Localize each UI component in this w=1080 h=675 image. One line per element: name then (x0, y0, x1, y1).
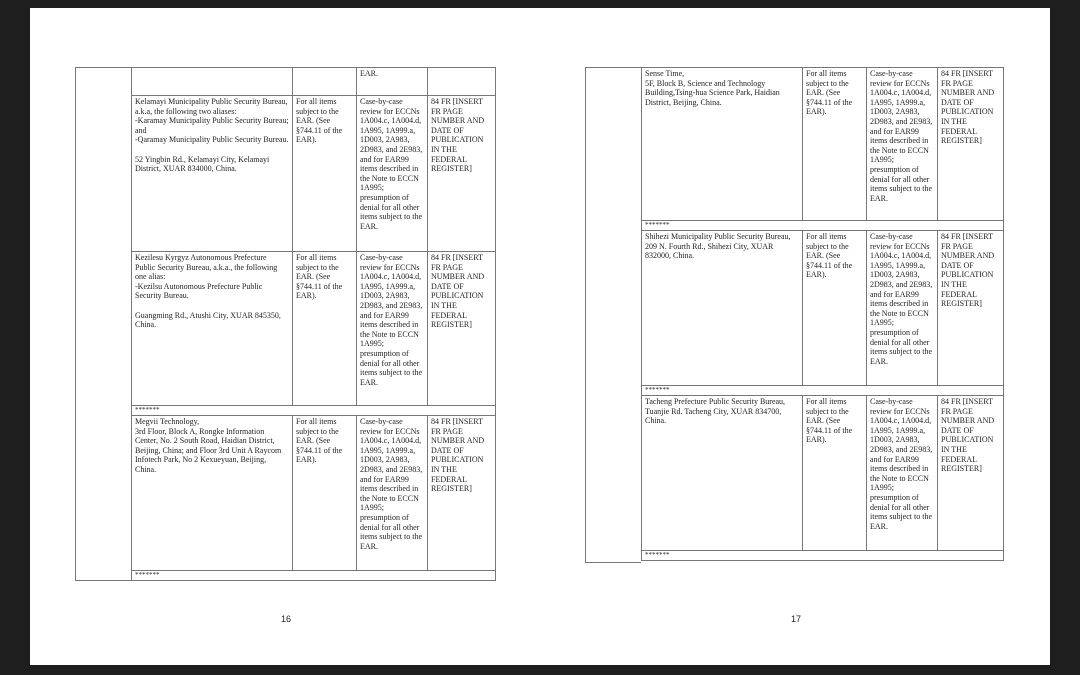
policy-cell: Case-by-case review for ECCNs 1A004.c, 1A004.d, 1A995, 1A999.a, 1D003, 2A983, 2D983, and 2E983, and for EAR99 items described in the Note to ECCN 1A995; presumption of denial for all other items subject to the EAR. (867, 396, 938, 551)
page-number: 16 (281, 614, 292, 624)
table-row (642, 396, 1004, 551)
entity-list-table (641, 67, 1004, 561)
entity-name-cell: Megvii Technology, 3rd Floor, Block A, Rongke Information Center, No. 2 South Road, Haidian District, Beijing, China; and Floor 3rd Unit A Raycom Infotech Park, No 2 Kexueyuan, Beijing, China. (132, 416, 293, 571)
separator: ******* (132, 571, 496, 581)
separator-row (132, 571, 496, 581)
table-row (132, 96, 496, 252)
policy-cell: Case-by-case review for ECCNs 1A004.c, 1A004.d, 1A995, 1A999.a, 1D003, 2A983, 2D983, and 2E983, and for EAR99 items described in the Note to ECCN 1A995; presumption of denial for all other items subject to the EAR. (867, 68, 938, 221)
citation-cell: 84 FR [INSERT FR PAGE NUMBER AND DATE OF PUBLICATION IN THE FEDERAL REGISTER] (938, 396, 1004, 551)
citation-cell: 84 FR [INSERT FR PAGE NUMBER AND DATE OF PUBLICATION IN THE FEDERAL REGISTER] (428, 96, 496, 252)
license-cell: For all items subject to the EAR. (See §744.11 of the EAR). (293, 416, 357, 571)
page-number: 17 (791, 614, 802, 624)
table-row (132, 252, 496, 406)
license-cell: For all items subject to the EAR. (See §744.11 of the EAR). (803, 396, 867, 551)
entity-name-cell: Sense Time, 5F, Block B, Science and Technology Building,Tsing-hua Science Park, Haidian District, Beijing, China. (642, 68, 803, 221)
policy-cell: EAR. (357, 68, 428, 96)
page-16 (30, 8, 540, 665)
separator-row (642, 386, 1004, 396)
table-row (132, 68, 496, 96)
separator-row (132, 406, 496, 416)
table-row (132, 416, 496, 571)
country-column (75, 67, 131, 581)
separator: ******* (132, 406, 496, 416)
citation-cell: 84 FR [INSERT FR PAGE NUMBER AND DATE OF PUBLICATION IN THE FEDERAL REGISTER] (428, 252, 496, 406)
separator: ******* (642, 551, 1004, 561)
page-17 (540, 8, 1050, 665)
license-cell: For all items subject to the EAR. (See §744.11 of the EAR). (803, 68, 867, 221)
license-cell: For all items subject to the EAR. (See §744.11 of the EAR). (803, 231, 867, 386)
entity-name-cell: Tacheng Prefecture Public Security Bureau, Tuanjie Rd. Tacheng City, XUAR 834700, China. (642, 396, 803, 551)
citation-cell: 84 FR [INSERT FR PAGE NUMBER AND DATE OF PUBLICATION IN THE FEDERAL REGISTER] (938, 231, 1004, 386)
separator-row (642, 221, 1004, 231)
separator: ******* (642, 386, 1004, 396)
entity-name-cell: Kelamayi Municipality Public Security Bureau, a.k.a, the following two aliases: -Karamay Municipality Public Security Bureau; and -Qaramay Municipality Public Security Bureau. 52 Yingbin Rd., Kelamayi City, Kelamayi District, XUAR 834000, China. (132, 96, 293, 252)
entity-list-table (131, 67, 496, 581)
separator-row (642, 551, 1004, 561)
separator: ******* (642, 221, 1004, 231)
entity-name-cell: Kezilesu Kyrgyz Autonomous Prefecture Public Security Bureau, a.k.a., the following one alias: -Kezilsu Autonomous Prefecture Public Security Bureau. Guangming Rd., Atushi City, XUAR 845350, China. (132, 252, 293, 406)
license-cell: For all items subject to the EAR. (See §744.11 of the EAR). (293, 96, 357, 252)
document-viewer (30, 8, 1050, 665)
table-row (642, 68, 1004, 221)
policy-cell: Case-by-case review for ECCNs 1A004.c, 1A004.d, 1A995, 1A999.a, 1D003, 2A983, 2D983, and 2E983, and for EAR99 items described in the Note to ECCN 1A995; presumption of denial for all other items subject to the EAR. (357, 96, 428, 252)
policy-cell: Case-by-case review for ECCNs 1A004.c, 1A004.d, 1A995, 1A999.a, 1D003, 2A983, 2D983, and 2E983, and for EAR99 items described in the Note to ECCN 1A995; presumption of denial for all other items subject to the EAR. (357, 416, 428, 571)
entity-name-cell: Shihezi Municipality Public Security Bureau, 209 N. Fourth Rd., Shihezi City, XUAR 832000, China. (642, 231, 803, 386)
table-row (642, 231, 1004, 386)
policy-cell: Case-by-case review for ECCNs 1A004.c, 1A004.d, 1A995, 1A999.a, 1D003, 2A983, 2D983, and 2E983, and for EAR99 items described in the Note to ECCN 1A995; presumption of denial for all other items subject to the EAR. (867, 231, 938, 386)
citation-cell: 84 FR [INSERT FR PAGE NUMBER AND DATE OF PUBLICATION IN THE FEDERAL REGISTER] (938, 68, 1004, 221)
policy-cell: Case-by-case review for ECCNs 1A004.c, 1A004.d, 1A995, 1A999.a, 1D003, 2A983, 2D983, and 2E983, and for EAR99 items described in the Note to ECCN 1A995; presumption of denial for all other items subject to the EAR. (357, 252, 428, 406)
license-cell: For all items subject to the EAR. (See §744.11 of the EAR). (293, 252, 357, 406)
country-column (585, 67, 641, 563)
citation-cell: 84 FR [INSERT FR PAGE NUMBER AND DATE OF PUBLICATION IN THE FEDERAL REGISTER] (428, 416, 496, 571)
